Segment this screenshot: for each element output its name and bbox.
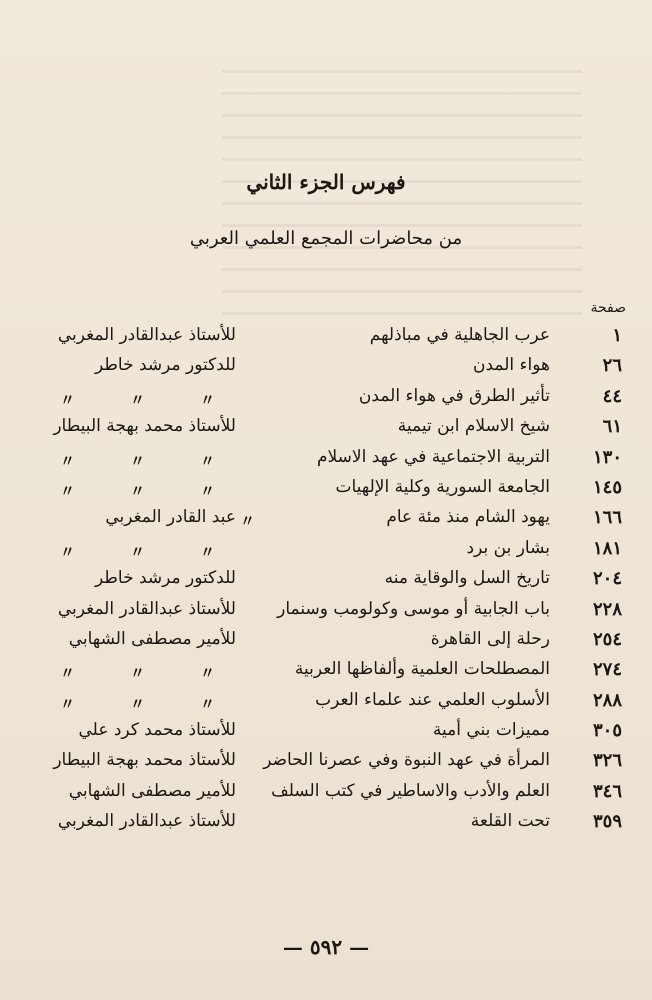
entry-title: شيخ الاسلام ابن تيمية <box>397 416 550 437</box>
ditto-mark: 〃 <box>130 451 146 470</box>
index-entry <box>0 808 652 838</box>
entry-author: للأمير مصطفى الشهابي <box>68 780 236 801</box>
entry-page-number: ٣٤٦ <box>592 780 622 802</box>
entry-author: للأستاذ محمد بهجة البيطار <box>53 416 236 437</box>
ditto-mark: 〃 <box>60 542 76 561</box>
ditto-mark: 〃 <box>200 694 216 713</box>
index-entry <box>0 413 652 443</box>
entry-title: مميزات بني أمية <box>432 720 550 741</box>
entry-page-number: ٣٢٦ <box>592 750 622 772</box>
ditto-mark: 〃 <box>60 451 76 470</box>
entry-author: للأستاذ عبدالقادر المغربي <box>57 598 236 619</box>
entry-page-number: ١٨١ <box>592 537 622 559</box>
ditto-mark: 〃 <box>200 542 216 561</box>
index-entry <box>0 504 652 534</box>
entry-author: للدكتور مرشد خاطر <box>94 568 236 589</box>
ditto-mark: 〃 <box>200 390 216 409</box>
index-entry <box>0 656 652 686</box>
index-entry <box>0 626 652 656</box>
index-entry <box>0 535 652 565</box>
entry-page-number: ٢٨٨ <box>592 689 622 711</box>
page-number-footer: — ٥٩٢ — <box>282 935 370 959</box>
index-entry <box>0 565 652 595</box>
entry-page-number: ٣٥٩ <box>592 811 622 833</box>
ditto-mark: 〃 <box>130 542 146 561</box>
entry-title: الجامعة السورية وكلية الإلهيات <box>335 476 550 497</box>
entry-author: للأستاذ محمد كرد علي <box>78 720 236 741</box>
entry-title: باب الجابية أو موسى وكولومب وسنمار <box>277 598 550 619</box>
entry-page-number: ٣٠٥ <box>592 720 622 742</box>
entry-title: بشار بن برد <box>466 537 550 558</box>
index-entry <box>0 352 652 382</box>
ditto-mark: 〃 <box>200 451 216 470</box>
entry-title: هواء المدن <box>472 355 550 376</box>
ditto-mark: 〃 <box>240 512 256 531</box>
entry-page-number: ٤٤ <box>602 385 622 407</box>
ditto-mark: 〃 <box>60 481 76 500</box>
index-title: فهرس الجزء الثاني <box>246 170 406 194</box>
entry-page-number: ١٦٦ <box>592 507 622 529</box>
ditto-mark: 〃 <box>60 664 76 683</box>
ditto-mark: 〃 <box>60 390 76 409</box>
entry-page-number: ٢٢٨ <box>592 598 622 620</box>
entry-title: تحت القلعة <box>470 811 550 832</box>
index-entry <box>0 687 652 717</box>
entry-page-number: ٢٧٤ <box>592 659 622 681</box>
index-entry <box>0 596 652 626</box>
ditto-mark: 〃 <box>60 694 76 713</box>
index-entry <box>0 322 652 352</box>
entry-author: للدكتور مرشد خاطر <box>94 355 236 376</box>
entry-page-number: ١٤٥ <box>592 476 622 498</box>
entry-title: رحلة إلى القاهرة <box>430 628 550 649</box>
bleed-through-texture <box>222 70 582 330</box>
index-entry <box>0 778 652 808</box>
entry-page-number: ٢٥٤ <box>592 628 622 650</box>
ditto-mark: 〃 <box>130 694 146 713</box>
entry-title: الأسلوب العلمي عند علماء العرب <box>315 689 550 710</box>
entry-title: المصطلحات العلمية وألفاظها العربية <box>294 659 550 680</box>
page-column-header: صفحة <box>590 300 626 316</box>
entry-author: للأمير مصطفى الشهابي <box>68 628 236 649</box>
ditto-mark: 〃 <box>200 481 216 500</box>
index-subtitle: من محاضرات المجمع العلمي العربي <box>189 228 463 249</box>
entry-author: عبد القادر المغربي <box>105 507 236 528</box>
entry-title: تأثير الطرق في هواء المدن <box>358 385 550 406</box>
entry-author: للأستاذ عبدالقادر المغربي <box>57 811 236 832</box>
index-entry <box>0 383 652 413</box>
entry-author: للأستاذ محمد بهجة البيطار <box>53 750 236 771</box>
index-entry <box>0 747 652 777</box>
ditto-mark: 〃 <box>130 481 146 500</box>
entry-title: تاريخ السل والوقاية منه <box>384 568 550 589</box>
index-entry <box>0 474 652 504</box>
ditto-mark: 〃 <box>200 664 216 683</box>
entry-title: يهود الشام منذ مئة عام <box>386 507 550 528</box>
entry-title: عرب الجاهلية في مباذلهم <box>369 325 550 345</box>
entry-page-number: ٢٠٤ <box>592 568 622 590</box>
entry-author: للأستاذ عبدالقادر المغربي <box>57 325 236 345</box>
ditto-mark: 〃 <box>130 390 146 409</box>
entry-page-number: ١٣٠ <box>592 446 622 468</box>
ditto-mark: 〃 <box>130 664 146 683</box>
entry-title: المرأة في عهد النبوة وفي عصرنا الحاضر <box>263 750 550 771</box>
entry-title: التربية الاجتماعية في عهد الاسلام <box>317 446 550 467</box>
entry-page-number: ٢٦ <box>602 355 622 377</box>
index-entry <box>0 717 652 747</box>
entry-title: العلم والأدب والاساطير في كتب السلف <box>271 780 550 801</box>
entry-page-number: ٦١ <box>602 416 622 438</box>
index-entry <box>0 444 652 474</box>
entry-page-number: ١ <box>612 325 622 346</box>
index-entries <box>0 322 652 839</box>
